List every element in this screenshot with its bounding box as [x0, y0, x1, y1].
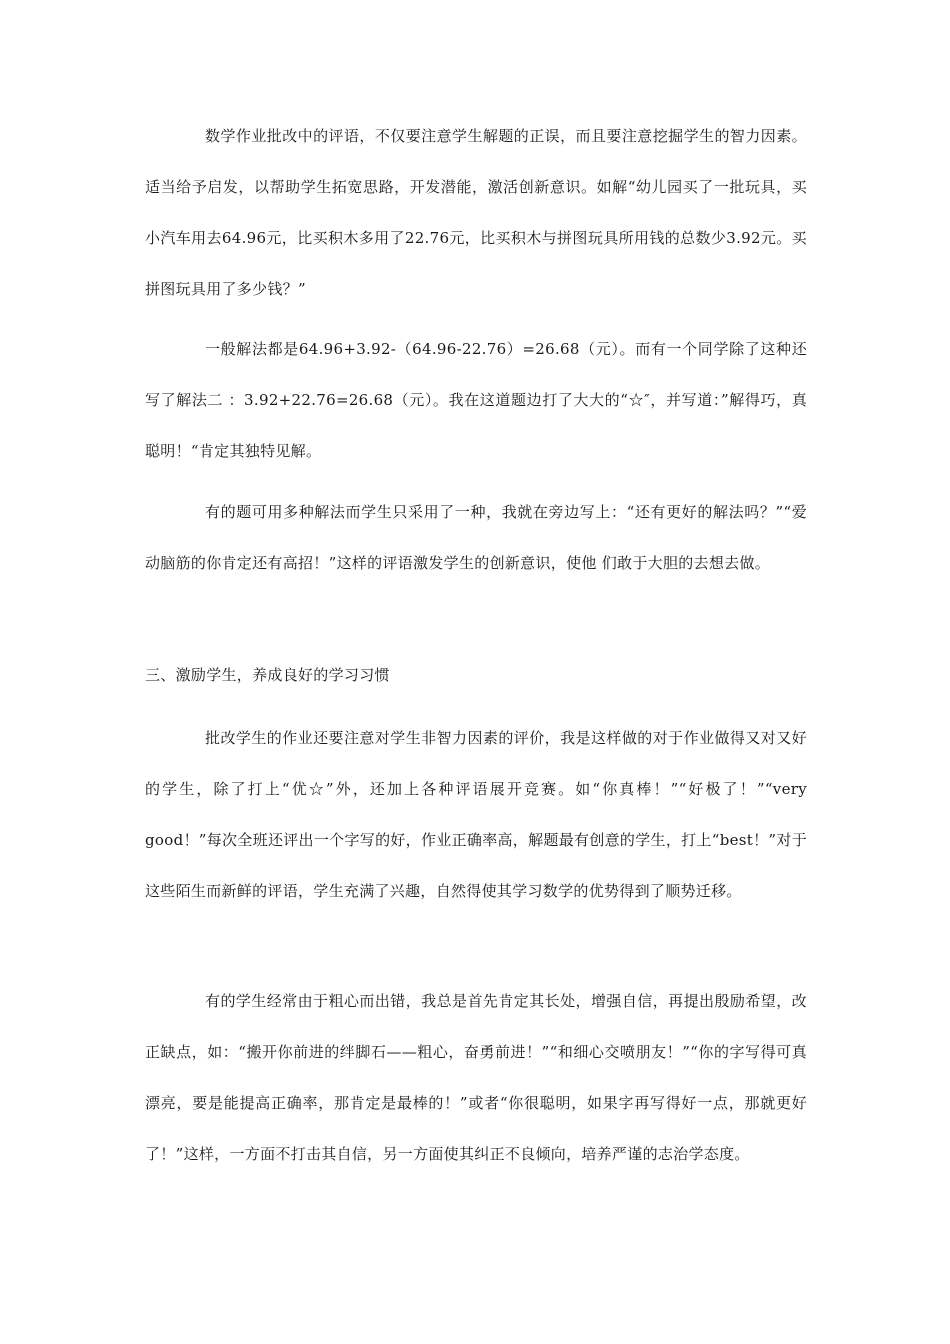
paragraph-4: 批改学生的作业还要注意对学生非智力因素的评价，我是这样做的对于作业做得又对又好的学生，除了打上“优☆”外，还加上各种评语展开竞赛。如“你真棒！”“好极了！”“very good！”每次全班还评出一个字写的好，作业正确率高，解题最有创意的学生，打上“best！”对于这些陌生而新鲜的评语，学生充满了兴趣，自然得使其学习数学的优势得到了顺势迁移。 — [145, 729, 807, 900]
paragraph-1: 数学作业批改中的评语，不仅要注意学生解题的正误，而且要注意挖掘学生的智力因素。适当给予启发，以帮助学生拓宽思路，开发潜能，激活创新意识。如解“幼儿园买了一批玩具，买小汽车用去64.96元，比买积木多用了22.76元，比买积木与拼图玩具所用钱的总数少3.92元。买拼图玩具用了多少钱？” — [145, 127, 807, 298]
section-heading: 三、激励学生，养成良好的学习习惯 — [145, 666, 390, 684]
paragraph-5: 有的学生经常由于粗心而出错，我总是首先肯定其长处，增强自信，再提出殷励希望，改正缺点，如：“搬开你前进的绊脚石——粗心，奋勇前进！”“和细心交喷朋友！”“你的字写得可真漂亮，要是能提高正确率，那肯定是最棒的！”或者“你很聪明，如果字再写得好一点，那就更好了！”这样，一方面不打击其自信，另一方面使其纠正不良倾向，培养严谨的志治学态度。 — [145, 992, 807, 1163]
paragraph-2: 一般解法都是64.96+3.92-（64.96-22.76）=26.68（元）。而有一个同学除了这种还写了解法二 ：3.92+22.76=26.68（元）。我在这道题边打了大大的“☆″，并写道：”解得巧，真聪明！“肯定其独特见解。 — [145, 340, 807, 460]
paragraph-3: 有的题可用多种解法而学生只采用了一种，我就在旁边写上：“还有更好的解法吗？”“爱动脑筋的你肯定还有高招！”这样的评语激发学生的创新意识，使他 们敢于大胆的去想去做。 — [145, 503, 807, 572]
